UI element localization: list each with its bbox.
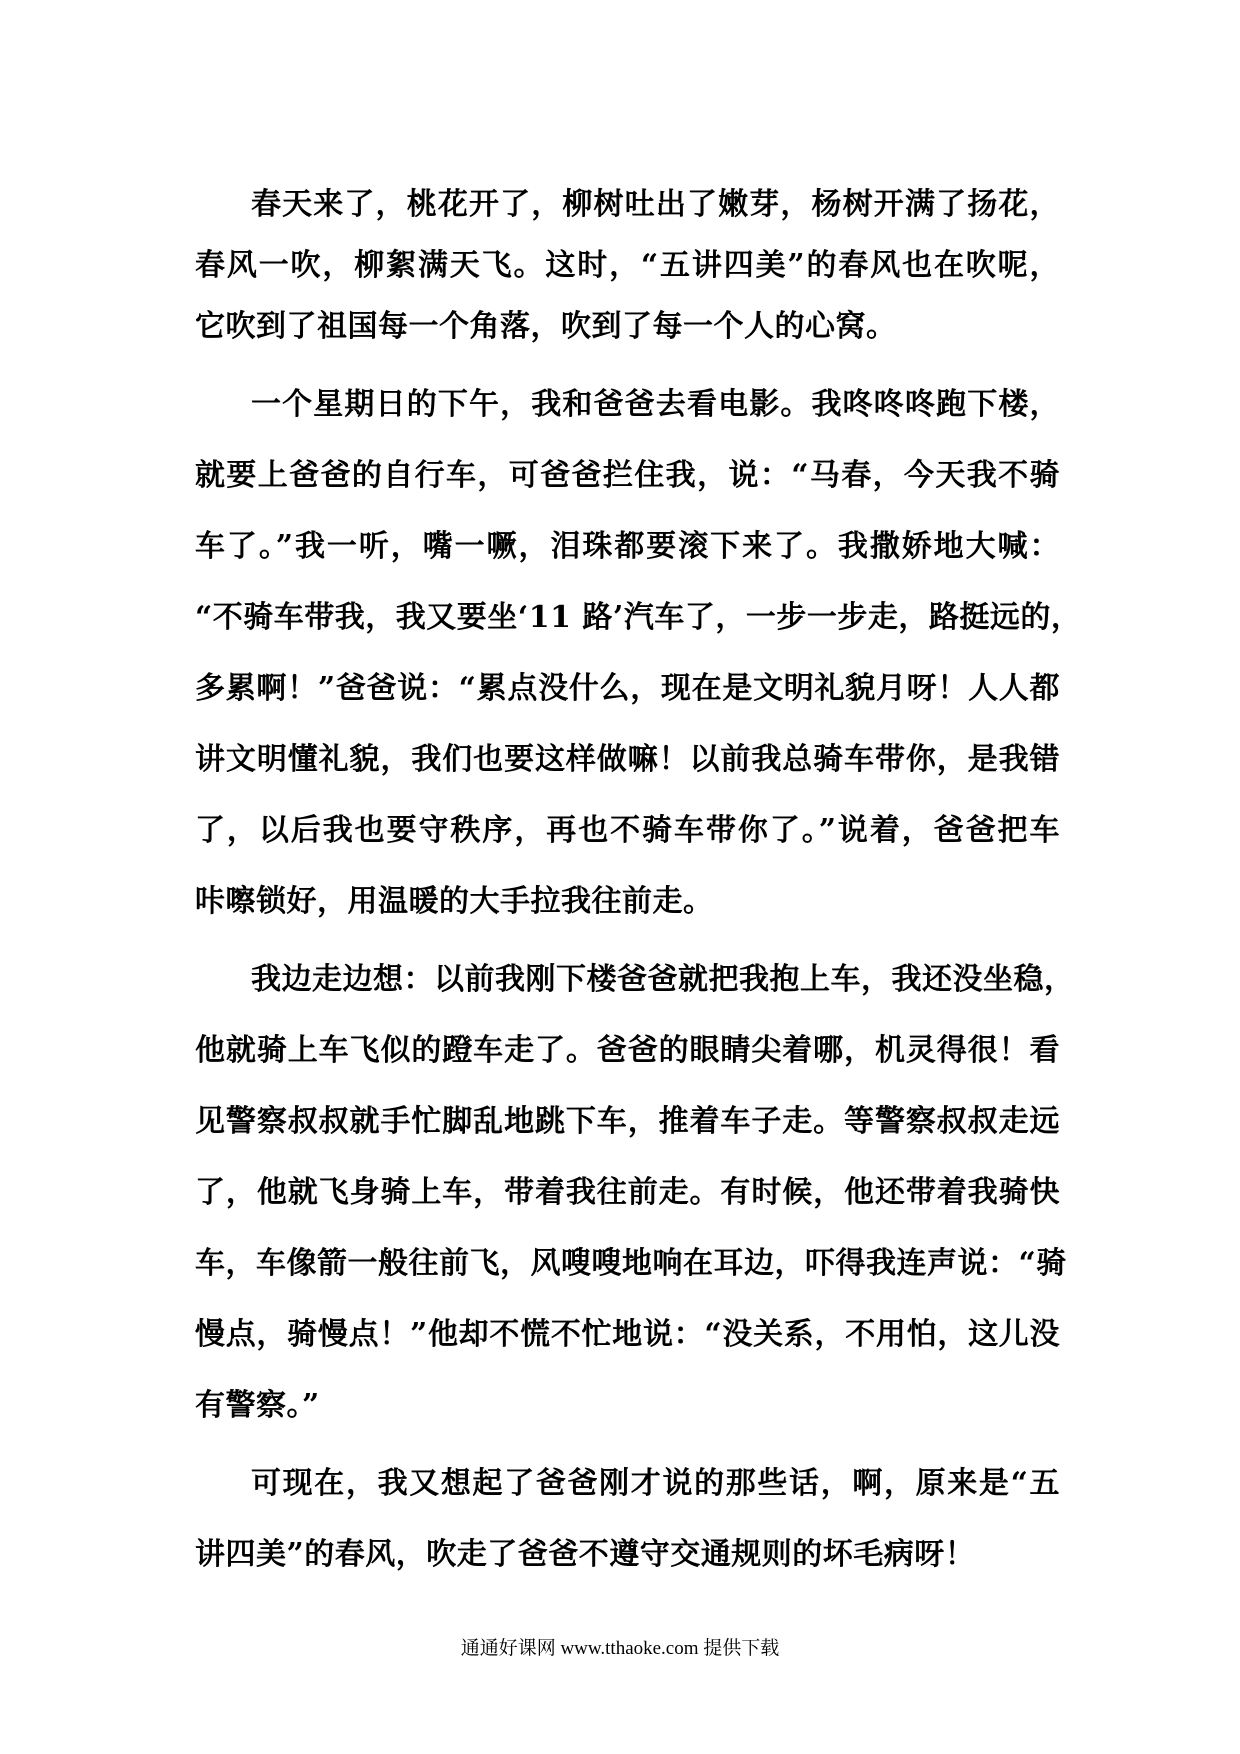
- paragraph-4-line-2: 讲四美”的春风，吹走了爸爸不遵守交通规则的坏毛病呀！: [195, 1537, 976, 1572]
- paragraph-1-line-3: 它吹到了祖国每一个角落，吹到了每一个人的心窝。: [195, 309, 897, 344]
- paragraph-3-line-6: 慢点，骑慢点！”他却不慌不忙地说：“没关系，不用怕，这儿没: [195, 1317, 1060, 1352]
- page-footer: 通通好课网 www.tthaoke.com 提供下载: [460, 1638, 780, 1659]
- paragraph-3-line-4: 了，他就飞身骑上车，带着我往前走。有时候，他还带着我骑快: [195, 1175, 1060, 1210]
- paragraph-2-line-3: 车了。”我一听，嘴一噘，泪珠都要滚下来了。我撒娇地大喊：: [195, 529, 1060, 564]
- paragraph-2-line-8: 咔嚓锁好，用温暖的大手拉我往前走。: [195, 884, 714, 919]
- paragraph-2-line-7: 了，以后我也要守秩序，再也不骑车带你了。”说着，爸爸把车: [195, 813, 1060, 848]
- paragraph-3-line-3: 见警察叔叔就手忙脚乱地跳下车，推着车子走。等警察叔叔走远: [195, 1104, 1060, 1139]
- paragraph-3-line-5: 车，车像箭一般往前飞，风嗖嗖地响在耳边，吓得我连声说：“骑: [195, 1246, 1067, 1281]
- paragraph-3-line-7: 有警察。”: [195, 1388, 320, 1423]
- paragraph-2-line-4: “不骑车带我，我又要坐‘11 路’汽车了，一步一步走，路挺远的，: [195, 600, 1082, 635]
- paragraph-3-line-1: 我边走边想：以前我刚下楼爸爸就把我抱上车，我还没坐稳，: [251, 962, 1075, 997]
- paragraph-1-line-2: 春风一吹，柳絮满天飞。这时，“五讲四美”的春风也在吹呢，: [195, 248, 1060, 283]
- paragraph-3-line-2: 他就骑上车飞似的蹬车走了。爸爸的眼睛尖着哪，机灵得很！看: [195, 1033, 1060, 1068]
- paragraph-2-line-2: 就要上爸爸的自行车，可爸爸拦住我，说：“马春，今天我不骑: [195, 458, 1060, 493]
- paragraph-2-line-6: 讲文明懂礼貌，我们也要这样做嘛！以前我总骑车带你，是我错: [195, 742, 1060, 777]
- paragraph-1-line-1: 春天来了，桃花开了，柳树吐出了嫩芽，杨树开满了扬花，: [251, 187, 1060, 222]
- paragraph-4-line-1: 可现在，我又想起了爸爸刚才说的那些话，啊，原来是“五: [251, 1466, 1060, 1501]
- paragraph-2-line-5: 多累啊！”爸爸说：“累点没什么，现在是文明礼貌月呀！人人都: [195, 671, 1060, 706]
- paragraph-2-line-1: 一个星期日的下午，我和爸爸去看电影。我咚咚咚跑下楼，: [251, 387, 1060, 422]
